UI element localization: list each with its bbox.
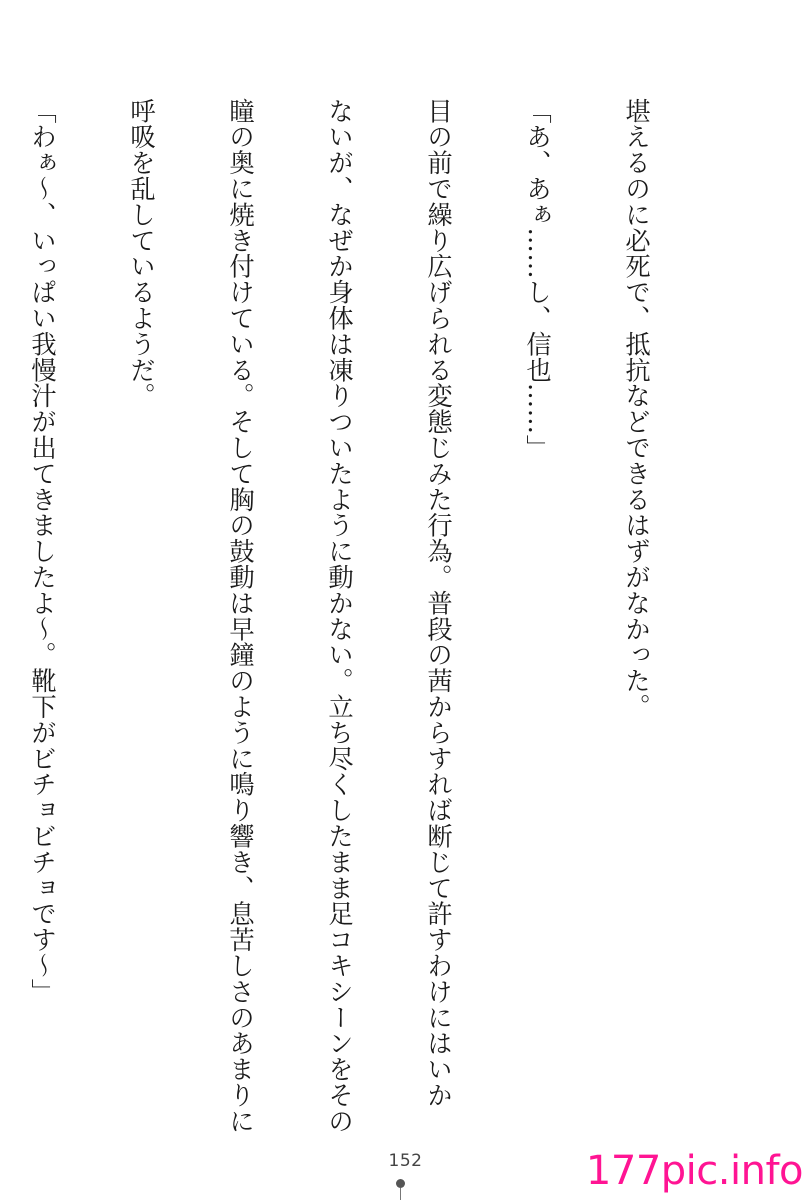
text-line: 堪えるのに必死で、抵抗などできるはずがなかった。 [622, 98, 651, 720]
watermark: 177pic.info [585, 1148, 803, 1194]
text-line: 目の前で繰り広げられる変態じみた行為。普段の茜からすれば断じて許すわけにはいか [424, 98, 453, 1109]
text-line: ないが、なぜか身体は凍りついたように動かない。立ち尽くしたまま足コキシーンをその [325, 98, 354, 1134]
text-line: 「あ、あぁ……し、信也……」 [523, 98, 552, 461]
page-marker-stem [400, 1188, 401, 1200]
page-number: 152 [388, 1151, 423, 1171]
page-marker-dot [396, 1179, 405, 1188]
text-line: 呼吸を乱しているようだ。 [127, 98, 156, 409]
text-line: 瞳の奥に焼き付けている。そして胸の鼓動は早鐘のように鳴り響き、息苦しさのあまりに [226, 98, 255, 1134]
vertical-text-body [0, 98, 719, 1134]
text-line: 「わぁ〜、いっぱい我慢汁が出てきましたよ〜。靴下がビチョビチョです〜」 [28, 98, 57, 1005]
